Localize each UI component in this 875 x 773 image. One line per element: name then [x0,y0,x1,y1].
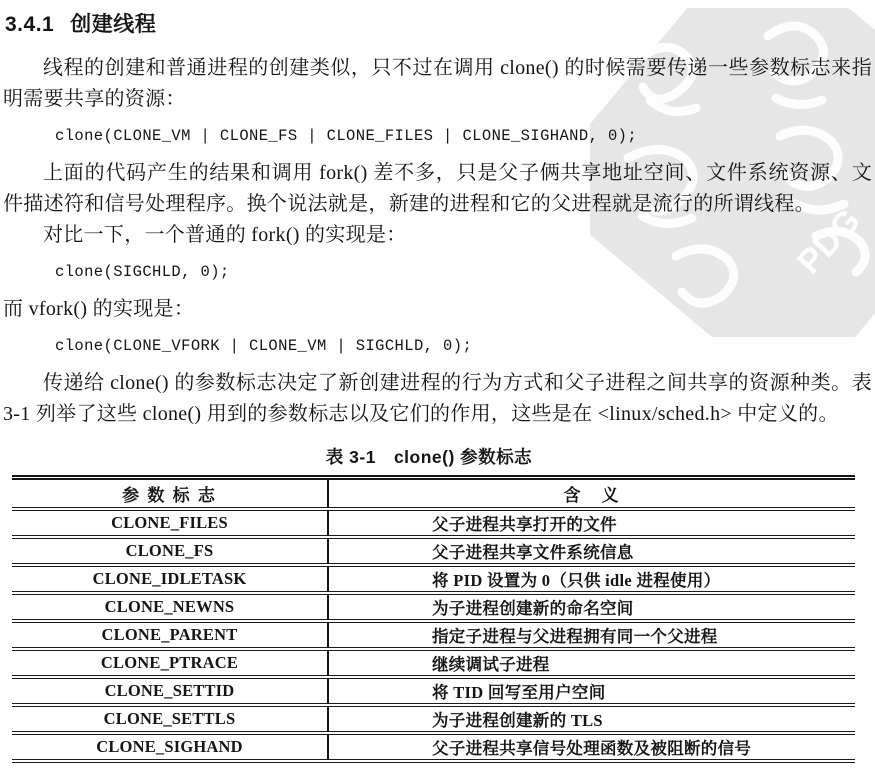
table-row [12,705,855,733]
table-row [12,565,855,593]
paragraph-normal-fork: 对比一下，一个普通的 fork() 的实现是： [43,224,407,246]
page-content [0,8,875,763]
section-title: 创建线程 [70,13,157,36]
meaning-cell: 将 TID 回写至用户空间 [328,677,855,705]
section-heading [5,8,872,38]
meaning-cell: 父子进程共享打开的文件 [328,509,855,537]
paragraph-flags-intro: 传递给 clone() 的参数标志决定了新创建进程的行为方式和父子进程之间共享的资源种类。表 3-1 列举了这些 clone() 用到的参数标志以及它们的作用，这些是在 <linux/sched.h> 中定义的。 [3,372,872,425]
code-line-clone-thread: clone(CLONE_VM | CLONE_FS | CLONE_FILES | CLONE_SIGHAND, 0); [55,127,638,145]
meaning-cell: 继续调试子进程 [328,649,855,677]
header-meaning-column: 含 义 [328,478,855,509]
flag-cell: CLONE_SETTLS [12,705,328,733]
code-line-clone-fork: clone(SIGCHLD, 0); [55,263,230,281]
watermark-letters: PDG [790,201,869,282]
table-row [12,621,855,649]
meaning-cell: 父子进程共享文件系统信息 [328,537,855,565]
table-row [12,677,855,705]
meaning-cell: 为子进程创建新的 TLS [328,705,855,733]
table-header-row [12,478,855,509]
paragraph-intro: 线程的创建和普通进程的创建类似，只不过在调用 clone() 的时候需要传递一些参数标志来指明需要共享的资源： [3,57,872,110]
paragraph-vfork: 而 vfork() 的实现是： [3,298,195,320]
section-number: 3.4.1 [5,13,55,36]
table-caption: 表 3-1 clone() 参数标志 [325,447,533,467]
flag-cell: CLONE_PTRACE [12,649,328,677]
table-row [12,649,855,677]
flag-cell: CLONE_NEWNS [12,593,328,621]
flag-cell: CLONE_IDLETASK [12,565,328,593]
table-row [12,593,855,621]
table-row [12,509,855,537]
flag-cell: CLONE_PARENT [12,621,328,649]
paragraph-fork-compare: 上面的代码产生的结果和调用 fork() 差不多，只是父子俩共享地址空间、文件系统资源、文件描述符和信号处理程序。换个说法就是，新建的进程和它的父进程就是流行的所谓线程。 [3,162,872,215]
clone-flags-table [12,475,855,763]
table-row [12,733,855,761]
table-row [12,537,855,565]
flag-cell: CLONE_FILES [12,509,328,537]
header-flag-column: 参 数 标 志 [12,478,328,509]
meaning-cell: 父子进程共享信号处理函数及被阻断的信号 [328,733,855,761]
code-line-clone-vfork: clone(CLONE_VFORK | CLONE_VM | SIGCHLD, 0); [55,337,473,355]
meaning-cell: 指定子进程与父进程拥有同一个父进程 [328,621,855,649]
meaning-cell: 为子进程创建新的命名空间 [328,593,855,621]
flag-cell: CLONE_FS [12,537,328,565]
flag-cell: CLONE_SIGHAND [12,733,328,761]
flag-cell: CLONE_SETTID [12,677,328,705]
meaning-cell: 将 PID 设置为 0（只供 idle 进程使用） [328,565,855,593]
